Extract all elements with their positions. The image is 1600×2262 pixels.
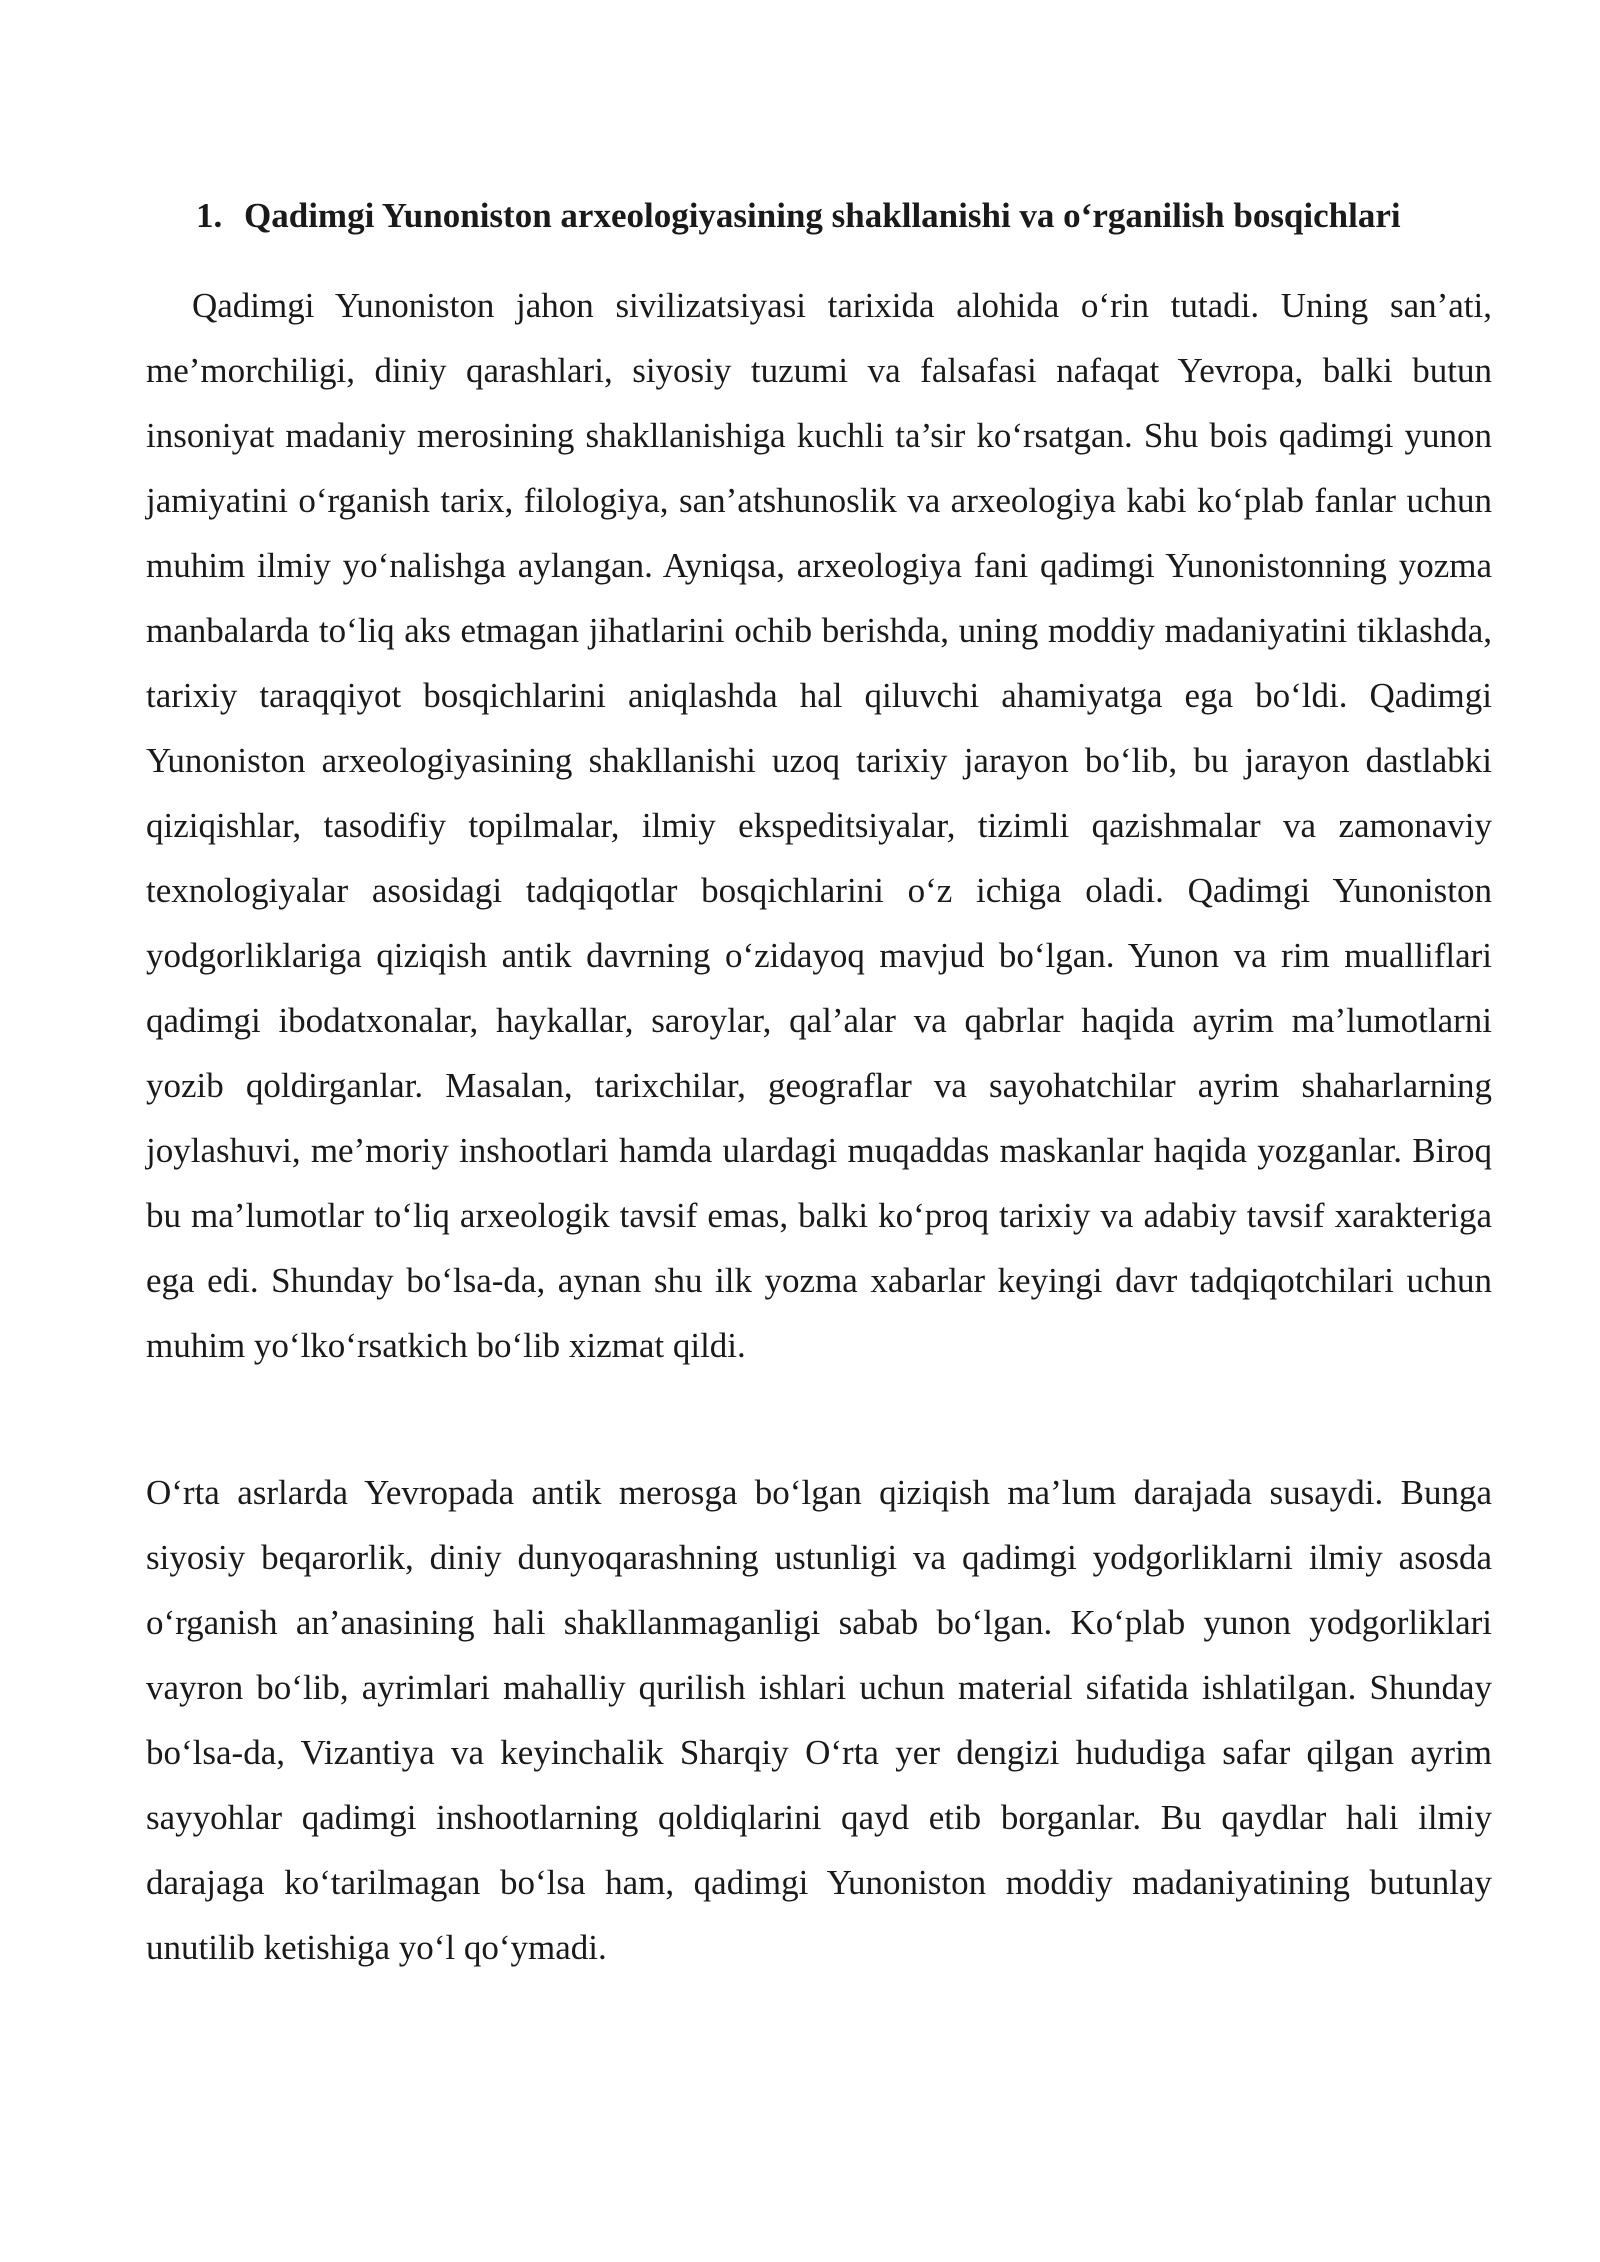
- section-number: 1.: [196, 196, 223, 235]
- section-title: Qadimgi Yunoniston arxeologiyasining shakllanishi va o‘rganilish bosqichlari: [244, 196, 1401, 235]
- paragraph-intro: Qadimgi Yunoniston jahon sivilizatsiyasi tarixida alohida o‘rin tutadi. Uning san’ati, me’morchiligi, diniy qarashlari, siyosiy tuzumi va falsafasi nafaqat Yevropa, balki butun insoniyat madaniy merosining shakllanishiga kuchli ta’sir ko‘rsatgan. Shu bois qadimgi yunon jamiyatini o‘rganish tarix, filologiya, san’atshunoslik va arxeologiya kabi ko‘plab fanlar uchun muhim ilmiy yo‘nalishga aylangan. Ayniqsa, arxeologiya fani qadimgi Yunonistonning yozma manbalarda to‘liq aks etmagan jihatlarini ochib berishda, uning moddiy madaniyatini tiklashda, tarixiy taraqqiyot bosqichlarini aniqlashda hal qiluvchi ahamiyatga ega bo‘ldi. Qadimgi Yunoniston arxeologiyasining shakllanishi uzoq tarixiy jarayon bo‘lib, bu jarayon dastlabki qiziqishlar, tasodifiy topilmalar, ilmiy ekspeditsiyalar, tizimli qazishmalar va zamonaviy texnologiyalar asosidagi tadqiqotlar bosqichlarini o‘z ichiga oladi. Qadimgi Yunoniston yodgorliklariga qiziqish antik davrning o‘zidayoq mavjud bo‘lgan. Yunon va rim mualliflari qadimgi ibodatxonalar, haykallar, saroylar, qal’alar va qabrlar haqida ayrim ma’lumotlarni yozib qoldirganlar. Masalan, tarixchilar, geograflar va sayohatchilar ayrim shaharlarning joylashuvi, me’moriy inshootlari hamda ulardagi muqaddas maskanlar haqida yozganlar. Biroq bu ma’lumotlar to‘liq arxeologik tavsif emas, balki ko‘proq tarixiy va adabiy tavsif xarakteriga ega edi. Shunday bo‘lsa-da, aynan shu ilk yozma xabarlar keyingi davr tadqiqotchilari uchun muhim yo‘lko‘rsatkich bo‘lib xizmat qildi.: [146, 286, 1492, 1365]
- section-heading: [196, 192, 1496, 240]
- paragraph-middle-ages: O‘rta asrlarda Yevropada antik merosga bo‘lgan qiziqish ma’lum darajada susaydi. Bunga siyosiy beqarorlik, diniy dunyoqarashning ustunligi va qadimgi yodgorliklarni ilmiy asosda o‘rganish an’anasining hali shakllanmaganligi sabab bo‘lgan. Ko‘plab yunon yodgorliklari vayron bo‘lib, ayrimlari mahalliy qurilish ishlari uchun material sifatida ishlatilgan. Shunday bo‘lsa-da, Vizantiya va keyinchalik Sharqiy O‘rta yer dengizi hududiga safar qilgan ayrim sayyohlar qadimgi inshootlarning qoldiqlarini qayd etib borganlar. Bu qaydlar hali ilmiy darajaga ko‘tarilmagan bo‘lsa ham, qadimgi Yunoniston moddiy madaniyatining butunlay unutilib ketishiga yo‘l qo‘ymadi.: [146, 1473, 1492, 1967]
